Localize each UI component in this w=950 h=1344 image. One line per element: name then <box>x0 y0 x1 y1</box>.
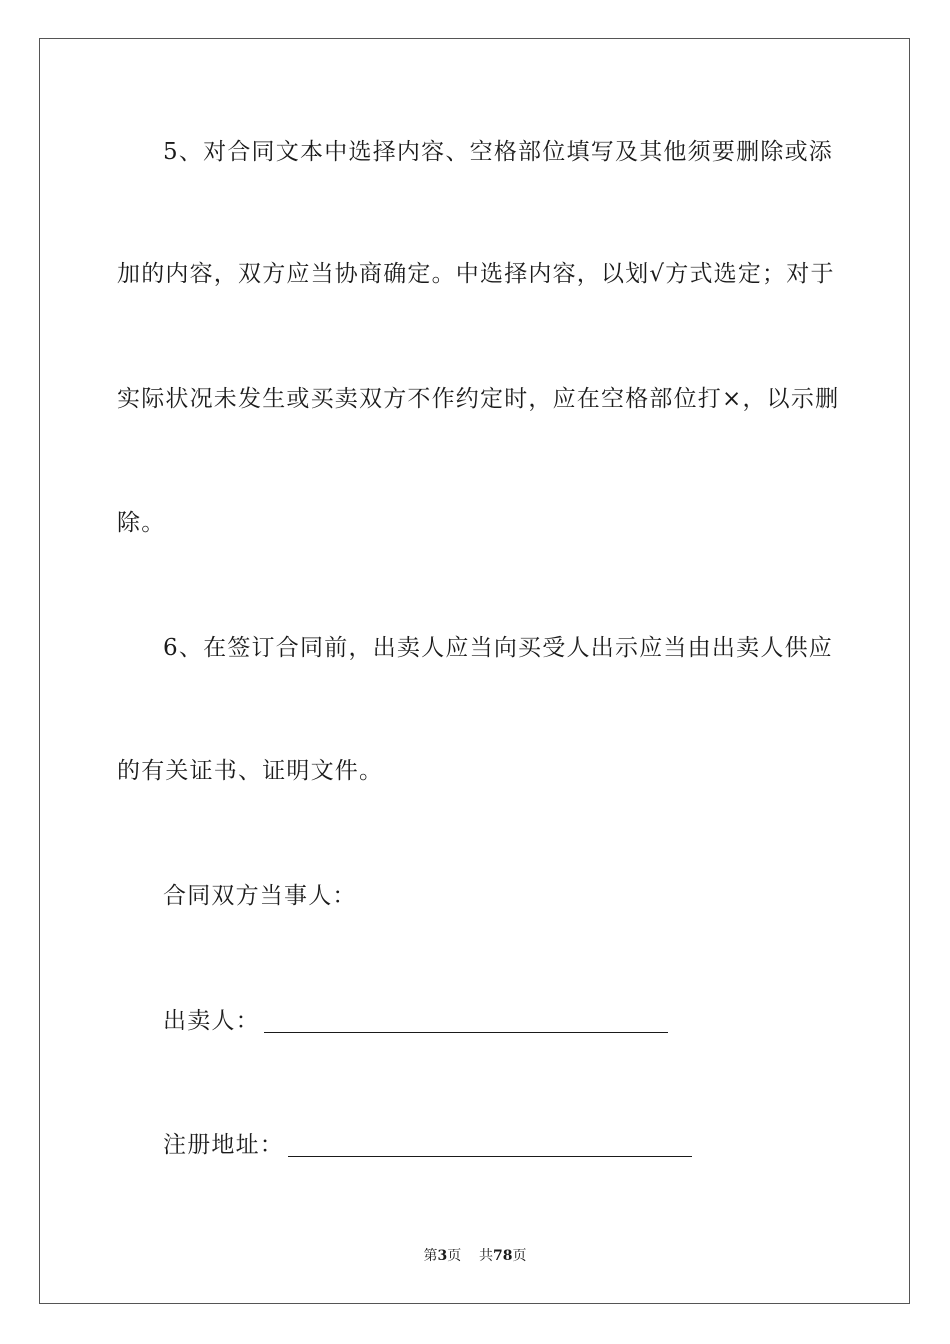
seller-label: 出卖人： <box>163 1008 260 1034</box>
paragraph-6-line-1: 6、在签订合同前，出卖人应当向买受人出示应当由出卖人供应 <box>163 635 833 661</box>
footer-total-pages: 78 <box>493 1248 513 1264</box>
paragraph-5-line-3: 实际状况未发生或买卖双方不作约定时，应在空格部位打×，以示删 <box>117 386 840 412</box>
address-label: 注册地址： <box>163 1132 284 1158</box>
paragraph-5-line-2: 加的内容，双方应当协商确定。中选择内容，以划√方式选定；对于 <box>117 261 835 287</box>
seller-field <box>163 1006 668 1036</box>
footer-total-suffix: 页 <box>512 1248 527 1264</box>
paragraph-6-line-2: 的有关证书、证明文件。 <box>117 758 384 784</box>
address-blank-line[interactable] <box>288 1134 692 1157</box>
footer-total-prefix: 共 <box>479 1248 494 1264</box>
paragraph-5-line-1: 5、对合同文本中选择内容、空格部位填写及其他须要删除或添 <box>163 139 833 165</box>
address-field <box>163 1130 692 1160</box>
parties-heading: 合同双方当事人： <box>163 883 357 909</box>
page-border <box>39 38 910 1304</box>
page-footer <box>0 1247 950 1265</box>
paragraph-5-line-4: 除。 <box>117 510 166 536</box>
footer-page-number: 3 <box>437 1248 448 1264</box>
footer-page-prefix: 第 <box>423 1248 438 1264</box>
footer-page-suffix: 页 <box>447 1248 462 1264</box>
seller-blank-line[interactable] <box>264 1010 668 1033</box>
